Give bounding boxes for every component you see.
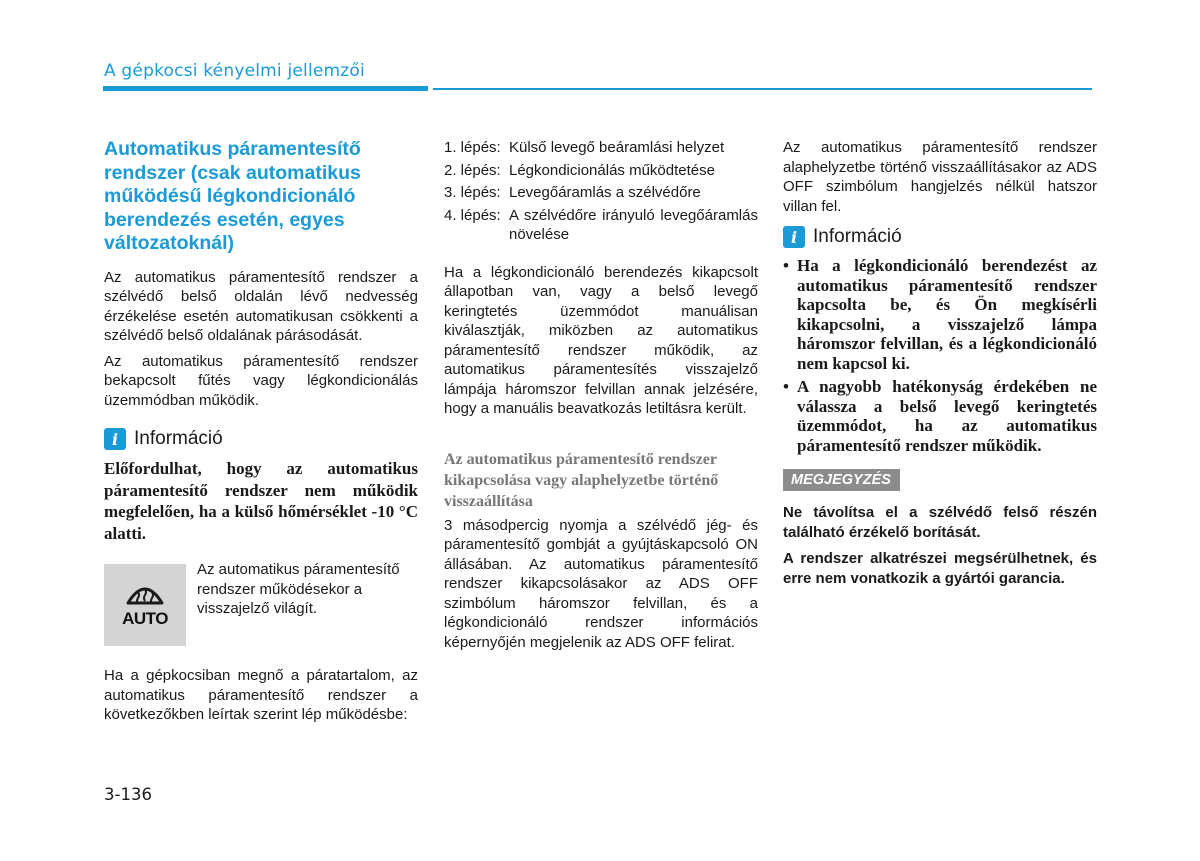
step-item — [444, 206, 758, 245]
indicator-description: Az automatikus páramentesítő rendszer működésekor a visszajelző világít. — [197, 561, 400, 617]
info-title: Információ — [813, 226, 902, 247]
step-item — [444, 161, 758, 181]
info-text: Előfordulhat, hogy az automatikus páramentesítő rendszer nem működik megfelelően, ha a külső hőmérséklet -10 °C alatti. — [104, 459, 418, 543]
body-paragraph-2: Az automatikus páramentesítő rendszer bekapcsolt fűtés vagy légkondicionálás üzemmódban működik. — [104, 352, 418, 409]
column-3 — [783, 138, 1097, 595]
note-badge: MEGJEGYZÉS — [783, 469, 900, 491]
section-heading: Automatikus páramentesítő rendszer (csak automatikus működésű légkondicionáló berendezés esetén, egyes változatoknál) — [104, 138, 361, 254]
info-heading — [783, 226, 1097, 248]
info-icon: i — [783, 226, 805, 248]
body-paragraph-1: Az automatikus páramentesítő rendszer a szélvédő belső oldalán lévő nedvesség érzékelése esetén automatikusan csökkenti a szélvédő belső oldalának párásodását. — [104, 268, 418, 344]
note-paragraph-2: A rendszer alkatrészei megsérülhetnek, és erre nem vonatkozik a gyártói garancia. — [783, 550, 1097, 587]
steps-list — [444, 138, 758, 245]
page-number: 3-136 — [104, 785, 152, 804]
windshield-defrost-icon — [125, 581, 165, 607]
body-paragraph-4: Ha a légkondicionáló berendezés kikapcsolt állapotban van, vagy a belső levegő keringtetés üzemmódot manuálisan kiválasztják, miközben az automatikus páramentesítő rendszer működik, az automatikus páramentesítés visszajelző lámpája háromszor felvillan annak jelzésére, hogy a manuális beavatkozás letiltásra került. — [444, 263, 758, 417]
header-title: A gépkocsi kényelmi jellemzői — [104, 61, 365, 81]
step-label: 4. lépés: — [444, 206, 501, 224]
step-text: Levegőáramlás a szélvédőre — [509, 184, 701, 201]
auto-defrost-indicator — [104, 564, 186, 646]
note-paragraph-1: Ne távolítsa el a szélvédő felső részén található érzékelő borítását. — [783, 504, 1097, 541]
info-title: Információ — [134, 428, 223, 449]
indicator-row — [104, 561, 418, 646]
step-item — [444, 183, 758, 203]
indicator-label: AUTO — [122, 609, 168, 628]
header-bar-thin — [433, 88, 1092, 90]
step-text: Külső levegő beáramlási helyzet — [509, 139, 725, 156]
step-label: 1. lépés: — [444, 139, 501, 156]
column-2 — [444, 138, 758, 658]
column-1 — [104, 138, 418, 731]
step-label: 2. lépés: — [444, 161, 501, 179]
step-item — [444, 138, 758, 158]
step-label: 3. lépés: — [444, 184, 501, 201]
header-bar-thick — [103, 86, 428, 91]
info-bullets — [783, 256, 1097, 455]
list-item: • A nagyobb hatékonyság érdekében ne válassza a belső levegő keringtetés üzemmódot, ha az automatikus páramentesítő rendszer működik. — [783, 377, 1097, 455]
step-text: Légkondicionálás működtetése — [509, 161, 715, 179]
body-paragraph-3: Ha a gépkocsiban megnő a páratartalom, az automatikus páramentesítő rendszer a következőkben leírtak szerint lép működésbe: — [104, 667, 418, 723]
body-paragraph-5: 3 másodpercig nyomja a szélvédő jég- és páramentesítő gombját a gyújtáskapcsoló ON állásában. Az automatikus páramentesítő rendszer kikapcsolásakor az ADS OFF szimbólum háromszor felvillan, és a légkondicionáló rendszer információs képernyőjén megjelenik az ADS OFF felirat. — [444, 516, 758, 651]
step-text: A szélvédőre irányuló levegőáramlás növelése — [509, 206, 758, 243]
subheading: Az automatikus páramentesítő rendszer kikapcsolása vagy alaphelyzetbe történő visszaállítása — [444, 450, 719, 510]
info-heading — [104, 428, 418, 450]
info-icon: i — [104, 428, 126, 450]
body-paragraph-6: Az automatikus páramentesítő rendszer alaphelyzetbe történő visszaállításakor az ADS OFF szimbólum hangjelzés nélkül hatszor villan fel. — [783, 139, 1097, 215]
list-item: • Ha a légkondicionáló berendezést az automatikus páramentesítő rendszer kapcsolta be, és Ön megkísérli kikapcsolni, a visszajelző lámpa háromszor felvillan, és a légkondicionáló nem kapcsol ki. — [783, 256, 1097, 373]
